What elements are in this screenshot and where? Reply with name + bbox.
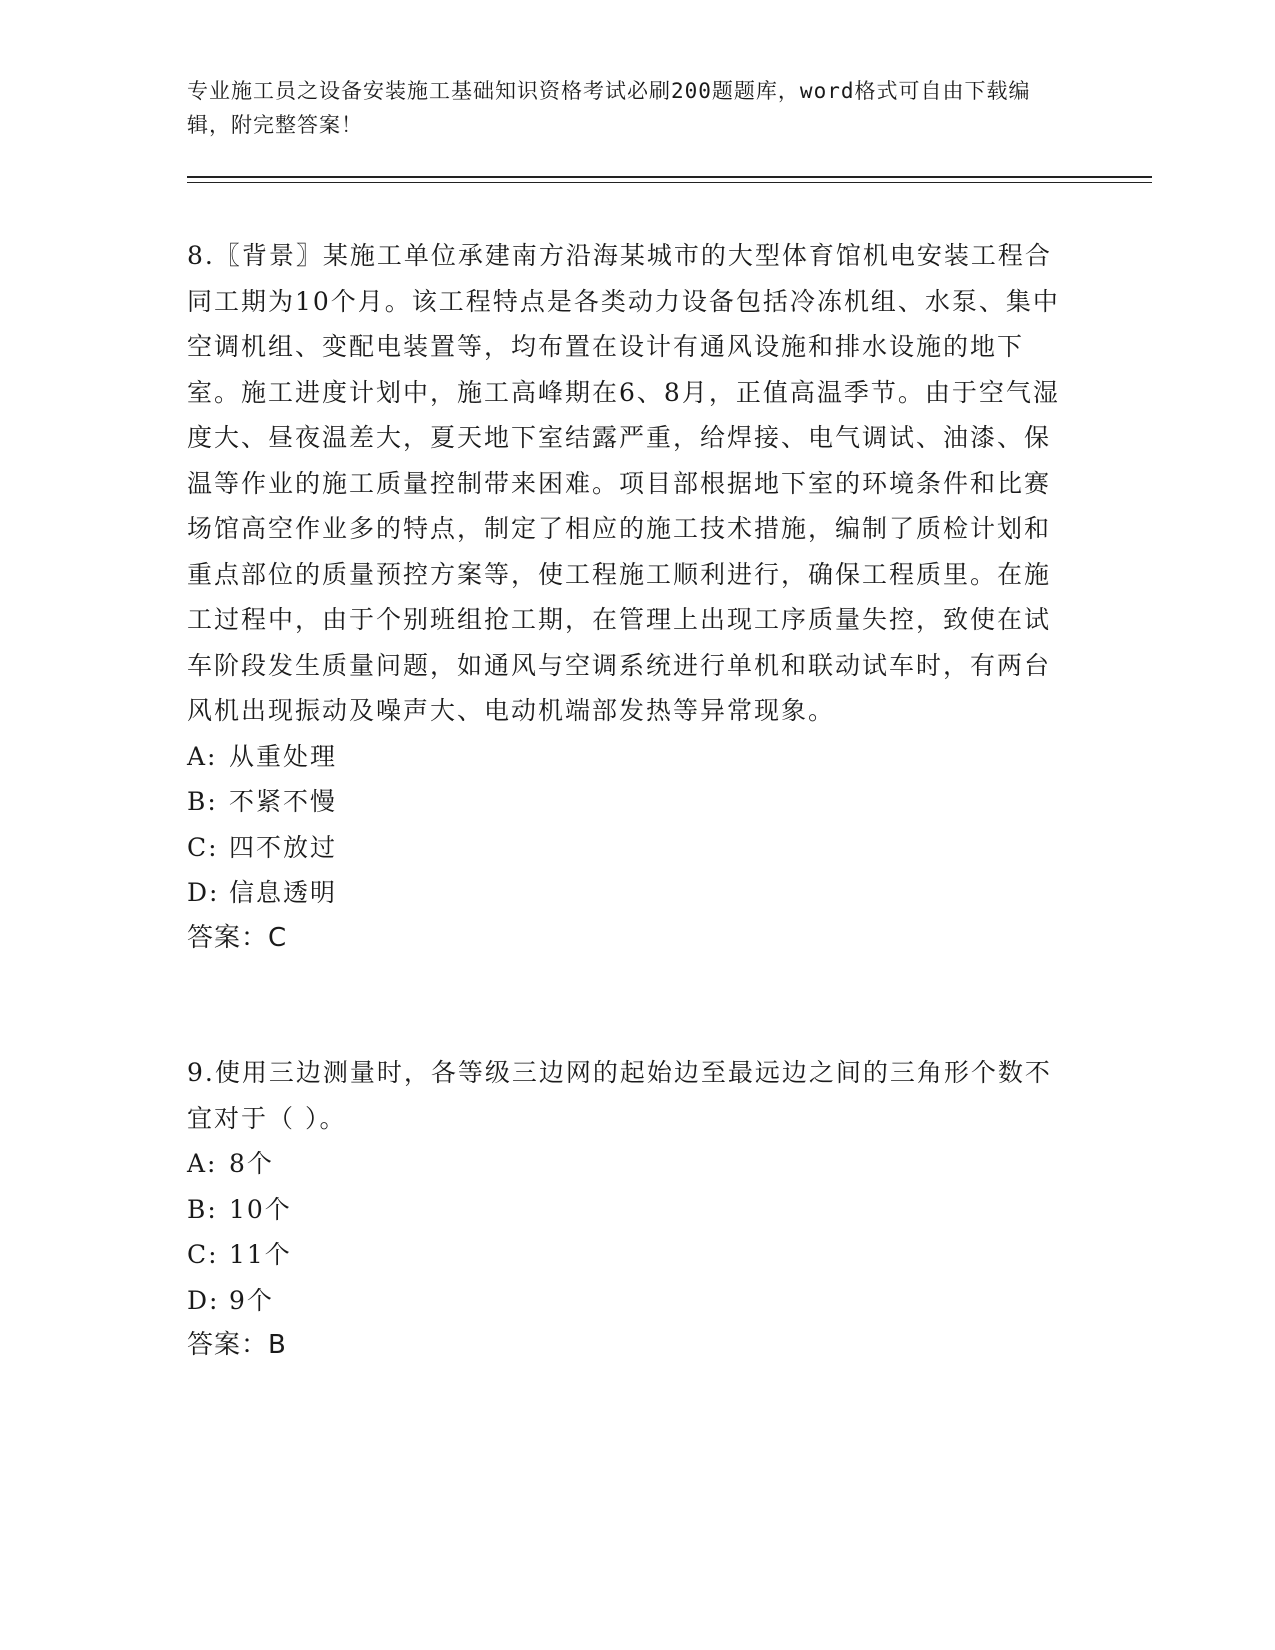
option-text: 信息透明 xyxy=(229,878,338,907)
option-key: D: xyxy=(187,878,220,907)
header-text: 专业施工员之设备安装施工基础知识资格考试必刷200题题库，word格式可自由下载编辑，附完整答案！ xyxy=(187,79,1031,137)
option-text: 四不放过 xyxy=(229,832,338,862)
answer-line: 答案：C xyxy=(187,922,288,953)
answer-line: 答案：B xyxy=(187,1330,287,1360)
question-8 xyxy=(187,233,1067,961)
option-text: 不紧不慢 xyxy=(229,787,338,816)
option-text: 11个 xyxy=(229,1240,292,1269)
option-a xyxy=(187,734,1067,780)
option-text: 从重处理 xyxy=(229,741,338,771)
option-key: D: xyxy=(187,1285,220,1315)
question-stem: 9.使用三边测量时，各等级三边网的起始边至最远边之间的三角形个数不宜对于（ ）。 xyxy=(187,1058,1052,1133)
option-c xyxy=(187,825,1067,871)
document-header xyxy=(187,74,1067,142)
option-key: A: xyxy=(187,1149,218,1178)
option-key: C: xyxy=(187,1240,219,1269)
option-key: C: xyxy=(187,832,219,862)
option-text: 9个 xyxy=(229,1285,274,1315)
option-key: B: xyxy=(187,1194,218,1224)
header-divider-thick xyxy=(187,176,1152,178)
option-key: A: xyxy=(187,741,218,771)
option-b xyxy=(187,779,1067,825)
option-d xyxy=(187,1278,1067,1324)
question-9 xyxy=(187,1050,1067,1369)
option-c xyxy=(187,1232,1067,1278)
option-key: B: xyxy=(187,787,218,816)
option-b xyxy=(187,1187,1067,1233)
option-d xyxy=(187,870,1067,916)
option-text: 8个 xyxy=(229,1149,274,1178)
option-a xyxy=(187,1141,1067,1187)
question-stem: 8.〖背景〗某施工单位承建南方沿海某城市的大型体育馆机电安装工程合同工期为10个月。该工程特点是各类动力设备包括冷冻机组、水泵、集中空调机组、变配电装置等，均布置在设计有通风设施和排水设施的地下室。施工进度计划中，施工高峰期在6、8月，正值高温季节。由于空气湿度大、昼夜温差大，夏天地下室结露严重，给焊接、电气调试、油漆、保温等作业的施工质量控制带来困难。项目部根据地下室的环境条件和比赛场馆高空作业多的特点，制定了相应的施工技术措施，编制了质检计划和重点部位的质量预控方案等，使工程施工顺利进行，确保工程质里。在施工过程中，由于个别班组抢工期，在管理上出现工序质量失控，致使在试车阶段发生质量问题，如通风与空调系统进行单机和联动试车时，有两台风机出现振动及噪声大、电动机端部发热等异常现象。 xyxy=(187,241,1060,725)
header-divider-thin xyxy=(187,182,1152,183)
option-text: 10个 xyxy=(229,1194,292,1224)
